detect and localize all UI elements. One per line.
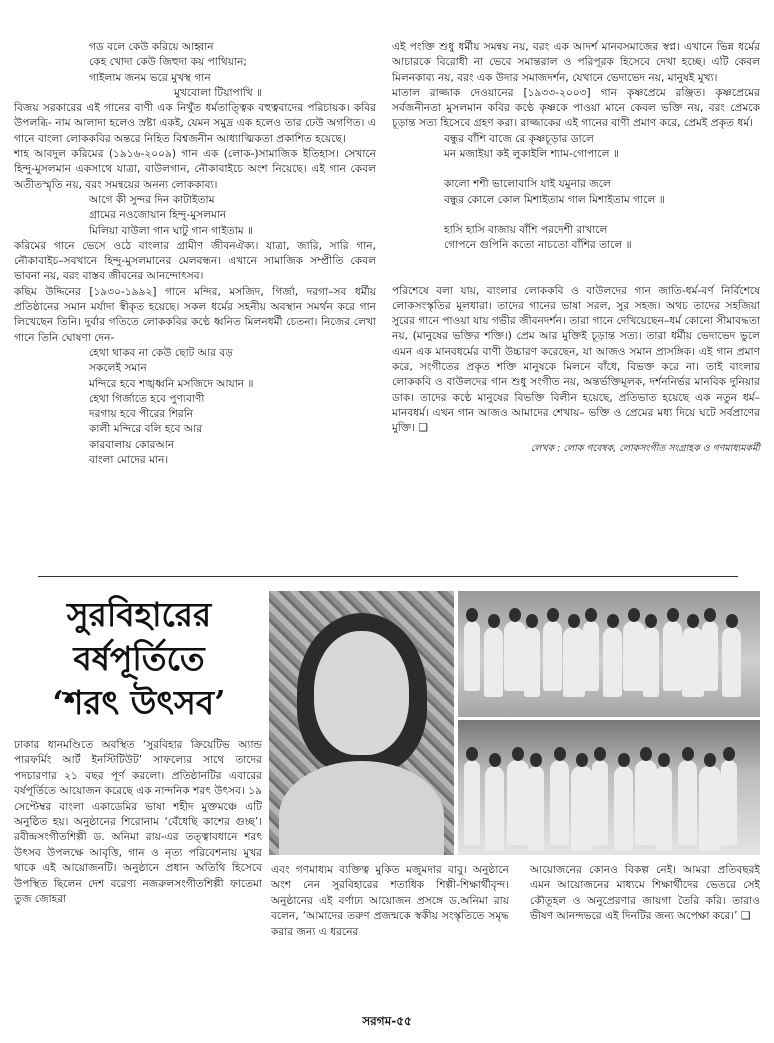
verse-line: কালী মন্দিরে বলি হবে আর: [89, 423, 203, 436]
person-figure: [484, 627, 503, 697]
body-paragraph: মাতাল রাজ্জাক দেওয়ানের [১৯৩৩-২০০৩] গান কৃষ্ণপ্রেমে রঞ্জিত। কৃষ্ণপ্রেমের সর্বজনীনতা মুসলমান কবির কণ্ঠে কৃষ্ণকে পাওয়া মানে কেবল ভক্তি নয়, বরং প্রেমকে চূড়ান্ত সত্য হিসেবে গ্রহণ করা। রাজ্জাকের এই গানের বাণী প্রমাণ করে, প্রেমই প্রকৃত ধর্ম।: [392, 86, 760, 130]
person-figure: [603, 627, 622, 697]
person-figure: [464, 621, 480, 691]
verse-line: কালো শশী ভালোবাসি যাই যমুনার জলে: [444, 178, 611, 191]
page-number: সরগম-৫৫: [362, 1014, 412, 1028]
verse-line: গাইলাম জনম ভরে মুখস্থ গান: [89, 71, 211, 84]
person-figure: [563, 627, 585, 697]
verse-block: [392, 132, 760, 163]
verse-line: গোপনে গুপিনি কতো নাচতো বাঁশির তালে ॥: [444, 239, 632, 252]
person-figure: [635, 760, 657, 845]
verse-line: গ্রামের নওজোয়ান হিন্দু-মুসলমান: [89, 209, 227, 222]
person-head: [704, 753, 716, 767]
article2-paragraph-1: ঢাকার ধানমণ্ডিতে অবস্থিত ‘সুরবিহার ক্রিয়েটিভ অ্যান্ড পারফর্মিং আর্ট ইনস্টিটিউট’ সাফল্যের সাথে তাদের পদচারণার ২১ বছর পূর্ণ করলো। প্রতিষ্ঠানটির এবারের বর্ষপূর্তিতে আয়োজন করেছে এক নান্দনিক শরৎ উৎসব। ১৯ সেপ্টেম্বর বাংলা একাডেমির ভাষা শহীদ মুক্তমঞ্চে এটি অনুষ্ঠিত হয়। অনুষ্ঠানের শিরোনাম ‘বেঁধেছি কাশের গুচ্ছ’। রবীন্দ্রসংগীতশিল্পী ড. অনিমা রায়-এর তত্ত্বাবধানে শরৎ উৎসব উপলক্ষে আবৃত্তি, গান ও নৃত্য পরিবেশনায় মুখর থাকে এই আয়োজনটি। অনুষ্ঠানে প্রধান অতিথি হিসেবে উপস্থিত ছিলেন দেশ বরেণ্য নজরুলসংগীতশিল্পী ফাতেমা তুজ জোহরা: [14, 739, 262, 906]
verse-line: কেহ খোদা কেউ জিহুদা কয় পাথিয়ান;: [89, 56, 247, 69]
group-photo-top: [458, 591, 760, 717]
person-figure: [464, 760, 480, 845]
person-figure: [721, 760, 737, 845]
body-paragraph: কছিম উদ্দিনের [১৯৩০-১৯৯২] গানে মন্দির, মসজিদ, গির্জা, দরগা–সব ধর্মীয় প্রতিষ্ঠানের সমান মর্যাদা স্বীকৃত হয়েছে। সকল ধর্মের সহনীয় অবস্থান সমর্থন করে গান লিখেছেন তিনি। দুর্বার গতিতে লোককবির কণ্ঠে ধ্বনিত মিলনধর্মী চেতনা। নিজের লেখা গানে তিনি ঘোষণা দেন-: [14, 285, 376, 344]
person-figure: [550, 760, 569, 845]
group-photo-bottom: [458, 720, 760, 855]
verse-line: দরগায় হবে পীরের শিরনি: [89, 408, 194, 421]
person-figure: [583, 621, 599, 691]
person-figure: [507, 760, 529, 845]
portrait-body-shape: [279, 761, 444, 855]
body-paragraph: করিমের গানে ভেসে ওঠে বাংলার গ্রামীণ জীবনঐক্য। যাত্রা, জারি, সারি গান, নৌকাবাইচ–সবখানে হিন্দু-মুসলমানের মেলবন্ধন। এখানে সামাজিক সম্প্রীতি কেবল ভাবনা নয়, বরং বাস্তব জীবনের আনন্দোৎসব।: [14, 239, 376, 283]
article1-right-column: [392, 40, 760, 456]
person-head: [512, 747, 524, 761]
person-head: [576, 753, 588, 767]
verse-block: [14, 86, 376, 101]
person-head: [466, 608, 478, 622]
verse-line: মিলিয়া বাউলা গান ঘাটু গান গাইতাম ॥: [89, 224, 254, 237]
headline-line: ‘শরৎ উৎসব’: [52, 683, 226, 722]
article2-paragraph-2: এবং গণমাধ্যম ব্যক্তিত্ব মুকিত মজুমদার বাবু। অনুষ্ঠানে অংশ নেন সুরবিহারের শতাধিক শিল্পী-শিক্ষার্থীবৃন্দ। অনুষ্ঠানের এই বর্ণাঢ্য আয়োজন প্রসঙ্গে ড.অনিমা রায় বলেন, ‘আমাদের তরুণ প্রজন্মকে স্বকীয় সংস্কৃতিতে সমৃদ্ধ করার জন্য এ ধরনের: [271, 864, 509, 938]
spacer: [392, 269, 760, 284]
headline-line: বর্ষপূর্তিতে: [73, 639, 205, 678]
portrait-photo: [269, 591, 454, 855]
article2-headline: [14, 593, 264, 725]
person-head: [726, 614, 738, 628]
section-divider: [38, 576, 738, 577]
person-head: [607, 614, 619, 628]
person-figure: [485, 766, 504, 851]
person-head: [466, 747, 478, 761]
person-figure: [643, 627, 659, 697]
verse-line: গড বলে কেউ করিয়ে আহ্বান: [89, 41, 214, 53]
person-head: [547, 608, 559, 622]
person-head: [530, 753, 542, 767]
person-figure: [682, 627, 704, 697]
person-head: [526, 614, 538, 628]
body-paragraph: শাহ আবদুল করিমের (১৯১৬-২০০৯) গান এক (লোক-)সামাজিক ইতিহাস। সেখানে হিন্দু-মুসলমান একসাথে যাত্রা, বাউলগান, নৌকাবাইচে অংশ নিয়েছে। এই গান কেবল অতীতস্মৃতি নয়, বরং সমন্বয়ের অনন্য লোককাব্য।: [14, 148, 376, 191]
body-paragraph: পরিশেষে বলা যায়, বাংলার লোককবি ও বাউলদের গান জাতি-ধর্ম-বর্ণ নির্বিশেষে লোকসংস্কৃতির মূলধারা। তাদের গানের ভাষা সরল, সুর সহজ। অথচ তাদের সহজিয়া সুরের গানে পাওয়া যায় গভীর জীবনদর্শন। তারা গানে দেখিয়েছেন–ধর্ম কোনো সীমাবদ্ধতা নয়, (মানুষের ভক্তির শক্তি।) প্রেম আর মুক্তিই চূড়ান্ত সত্য। তারা ধর্মীয় ভেদাভেদ ভুলে এমন এক মানবধর্মের বাণী উচ্চারণ করেছেন, যা আজও সমান প্রাসঙ্গিক। এই গান প্রমাণ করে, সংগীতের প্রকৃত শক্তি মানুষকে মিলনে বাঁধে, বিভক্ত করে না। তাই বাংলার লোককবি ও বাউলদের গান শুধু সংগীত নয়, অন্তর্ভক্তিমূলক, দর্শননির্ভর মানবিক দুনিয়ার ডাক। তাদের কণ্ঠে মানুষের বিভক্তি বিলীন হয়েছে, প্রতিভাত হয়েছে এক নতুন ধর্ম–মানবধর্ম। এখন গান আজও আমাদের শেখায়– ভক্তি ও প্রেমের মধ্য দিয়ে ঘটে সর্বপ্রাণের মুক্তি। ❑: [392, 284, 760, 435]
person-head: [640, 747, 652, 761]
verse-line: আগে কী সুন্দর দিন কাটাইতাম: [89, 193, 215, 206]
verse-line: হেথা গির্জাতে হবে পুণ্যবাণী: [89, 392, 205, 405]
person-head: [554, 747, 566, 761]
verse-line: কারবালায় কোরআন: [89, 438, 175, 451]
person-head: [509, 608, 521, 622]
body-paragraph: এই পংক্তি শুধু ধর্মীয় সমন্বয় নয়, বরং এক আদর্শ মানবসমাজের স্বপ্ন। এখানে ভিন্ন ধর্মের আচারকে বিরোধী না ভেবে সমান্তরাল ও পরিপূরক হিসেবে দেখা হচ্ছে। এটি কেবল মিলনকাব্য নয়, বরং এক উদার সমাজদর্শন, যেখানে ভেদাভেদ নয়, মানুষই মুখ্য।: [392, 41, 760, 84]
verse-block: [14, 346, 376, 468]
person-head: [628, 608, 640, 622]
person-head: [618, 753, 630, 767]
person-head: [704, 608, 716, 622]
verse-line: হাসি হাসি বাজায় বাঁশি পরদেশী রাখালে: [444, 223, 608, 236]
person-figure: [592, 760, 608, 845]
verse-line: বাংলা মোদের মান।: [89, 454, 169, 467]
article2-paragraph-3: আয়োজনের কোনও বিকল্প নেই। আমরা প্রতিবছরই এমন আয়োজনের মাধ্যমে শিক্ষার্থীদের ভেতরে সেই কৌতূহল ও অনুপ্রেরণার জায়গা তৈরি করি। তারাও ভীষণ আনন্দভরে এই দিনটির জন্য অপেক্ষা করে।’ ❑: [530, 864, 760, 923]
verse-block: [14, 193, 376, 239]
verse-line: মন মজাইয়া কই লুকাইলি শ্যাম-গোপালে ॥: [444, 148, 619, 161]
person-head: [658, 753, 670, 767]
article1-left-column: [14, 40, 376, 468]
verse-line: বন্ধুর বাঁশি বাজে রে কৃষ্ণচূড়ার ডালে: [444, 132, 594, 145]
person-head: [568, 614, 580, 628]
person-figure: [656, 766, 672, 851]
verse-line: মন্দিরে হবে শঙ্খধ্বনি মসজিদে আযান ॥: [89, 377, 254, 390]
article2-column-1: [14, 738, 262, 907]
person-head: [585, 608, 597, 622]
person-figure: [543, 621, 562, 691]
person-head: [667, 608, 679, 622]
person-figure: [699, 766, 721, 851]
portrait-face-shape: [314, 631, 409, 755]
person-figure: [678, 760, 697, 845]
person-figure: [702, 621, 718, 691]
verse-line: মুখবোলা টিয়াপাখি ॥: [174, 86, 263, 99]
person-head: [488, 614, 500, 628]
person-figure: [571, 766, 593, 851]
article2-column-2: [271, 863, 509, 940]
verse-block: [392, 177, 760, 208]
article2-column-3: [530, 863, 760, 925]
person-head: [645, 614, 657, 628]
headline-line: সুরবিহারের: [66, 595, 212, 634]
verse-line: হেথা থাকব না কেউ ছোট আর বড়: [89, 346, 233, 359]
person-head: [489, 753, 501, 767]
person-figure: [524, 627, 540, 697]
person-figure: [504, 621, 526, 691]
person-figure: [528, 766, 544, 851]
person-head: [682, 747, 694, 761]
person-head: [594, 747, 606, 761]
author-byline: লেখক : লোক গবেষক, লোকসংগীত সংগ্রাহক ও গণমাধ্যমকর্মী: [530, 442, 760, 454]
verse-line: বন্ধুর কোলে কোল মিশাইতাম গাল মিশাইতাম গালে ॥: [444, 193, 665, 206]
person-head: [687, 614, 699, 628]
verse-block: [14, 40, 376, 86]
verse-line: সকলেই সমান: [89, 362, 147, 375]
person-figure: [663, 621, 682, 691]
body-paragraph: বিজয় সরকারের এই গানের বাণী এক নিখুঁত ধর্মতাত্ত্বিক বহুত্ববাদের পরিচায়ক। কবির উপলব্ধি- নাম আলাদা হলেও স্রষ্টা একই, যেমন সমুদ্র এক হলেও তার ঢেউ অগণিত। এ গানে বাংলা লোককবির অন্তরে নিহিত বিশ্বজনীন আধ্যাত্মিকতা প্রকাশিত হয়েছে।: [14, 102, 376, 145]
person-figure: [614, 766, 633, 851]
person-figure: [623, 621, 645, 691]
person-figure: [722, 627, 741, 697]
verse-block: [392, 223, 760, 254]
person-head: [723, 747, 735, 761]
